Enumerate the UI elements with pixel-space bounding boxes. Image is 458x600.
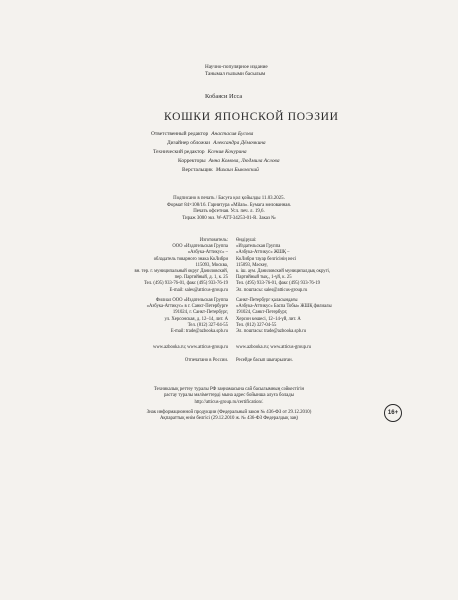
- print-info-line: Печать офсетная. Усл. печ. л. 19,6.: [193, 209, 265, 214]
- credit-row: [167, 139, 266, 148]
- publisher-line: вн. тер. г. муниципальный округ Даниловский,: [134, 269, 228, 275]
- branch-email: E-mail: trade@azbooka.spb.ru: [170, 329, 228, 335]
- credit-name: Ксения Кочурина: [207, 149, 247, 155]
- publisher-line: пер. Партийный, д. 1, к. 25: [174, 275, 228, 281]
- branch-line: Филиал ООО «Издательская Группа: [155, 298, 228, 303]
- branch-line: Тел. (812) 327-04-55: [236, 322, 277, 328]
- publisher-line: Партийный тық., 1-үй, к. 25: [236, 275, 292, 281]
- credit-role: Ответственный редактор: [151, 131, 209, 137]
- publisher-ru: [135, 238, 228, 294]
- print-info-line: Тираж 3000 экз. W-ATT-34253-01-R. Заказ №: [182, 215, 276, 221]
- printed-in-kz: Ресейде басып шығарылған.: [236, 358, 293, 363]
- website-ru: www.azbooka.ru; www.atticus-group.ru: [152, 345, 228, 350]
- credit-name: Анастасия Бусова: [211, 131, 254, 137]
- branch-line: «Азбука-Аттикус» Баспа Тобы» ЖШҚ филиалы: [236, 304, 332, 310]
- print-info-line: Формат 84×108/16. Гарнитура «Milan». Бумага мелованная.: [167, 202, 291, 208]
- certification-info: [0, 387, 458, 406]
- website-kz: www.azbooka.ru; www.atticus-group.ru: [236, 345, 312, 350]
- book-title: КОШКИ ЯПОНСКОЙ ПОЭЗИИ: [164, 111, 339, 123]
- certification-line: Техникалық реттеу туралы РФ заңнамасына сай басылымның сәйкестігін: [153, 387, 305, 392]
- publisher-line: 115093, Мәскеу,: [236, 262, 268, 268]
- author-name: Кобаяси Исса: [205, 93, 243, 100]
- credit-name: Александра Дёмочкина: [213, 140, 266, 146]
- certification-line: растау туралы мәліметтерді мына адрес бойынша алуға болады: [164, 393, 294, 399]
- edition-type-kz: Танымал ғылыми басылым: [205, 70, 266, 77]
- age-rating-badge: 16+: [384, 404, 402, 422]
- credit-role: Верстальщик: [182, 167, 213, 173]
- branch-line: Херсон көшесі, 12–14-үй, лит. А: [236, 316, 301, 322]
- branch-line: Тел. (812) 327-04-55: [187, 322, 228, 328]
- credit-role: Дизайнер обложки: [167, 140, 211, 146]
- publisher-kz: [236, 238, 330, 294]
- branch-line: 191024, Санкт-Петербург,: [236, 310, 288, 316]
- sign-line: Знак информационной продукции (Федеральный закон № 436-ФЗ от 29.12.2010): [146, 410, 312, 415]
- branch-line: «Азбука-Аттикус» в г. Санкт-Петербурге: [146, 304, 228, 310]
- print-info-line: Подписано в печать / Басуға қол қойылды 11.03.2025.: [173, 196, 285, 201]
- branch-email: Эл. поштасы: trade@azbooka.spb.ru: [236, 329, 307, 335]
- publisher-line: «Издательская Группа: [236, 244, 281, 250]
- edition-type: [205, 64, 268, 78]
- credit-name: Анна Комова, Людмила Аслова: [208, 158, 280, 164]
- publisher-email: E-mail: sales@atticus-group.ru: [169, 287, 228, 293]
- print-info: [0, 196, 458, 222]
- credit-row: [178, 157, 280, 166]
- publisher-line: «Азбука-Аттикус» ЖШҚ –: [236, 250, 290, 256]
- publisher-line: Тел. (495) 933-76-01, факс (495) 933-76-19: [236, 281, 321, 287]
- edition-type-ru: Научно-популярное издание: [205, 64, 268, 70]
- branch-line: ул. Херсонская, д. 12–14, лит. А: [164, 316, 228, 322]
- credit-row: [182, 166, 259, 175]
- credit-row: [151, 130, 253, 139]
- publisher-line: Тел. (495) 933-76-01, факс (495) 933-76-19: [143, 281, 228, 287]
- publisher-email: Эл. поштасы: sales@atticus-group.ru: [236, 287, 308, 293]
- printed-in-ru: Отпечатано в России.: [184, 358, 228, 363]
- branch-ru: [147, 298, 228, 335]
- branch-line: Санкт-Петербург қаласындағы: [236, 298, 298, 303]
- publisher-line: к. іш. аум. Даниловский муниципалдық округі,: [236, 269, 330, 275]
- credit-name: Михаил Быковский: [215, 167, 259, 173]
- publisher-line: Өндіруші:: [236, 238, 257, 243]
- branch-line: 191024, г. Санкт-Петербург,: [172, 310, 228, 316]
- publisher-line: «Азбука-Аттикус» –: [187, 250, 228, 256]
- publisher-line: обладатель товарного знака КоЛибри: [153, 256, 228, 262]
- publisher-line: 115093, Москва,: [195, 262, 228, 268]
- publisher-line: Изготовитель:: [199, 238, 228, 243]
- credit-role: Корректоры: [178, 158, 206, 164]
- publisher-line: ООО «Издательская Группа: [172, 244, 228, 250]
- certification-link: http://atticus-group.ru/certification/.: [194, 399, 264, 405]
- sign-line: Ақпараттық өнім белгісі (29.12.2010 ж. № 436-ФЗ Федералдық заң): [159, 416, 299, 422]
- credit-row: [153, 148, 247, 157]
- publisher-line: КоЛибри тауар белгісінің иесі: [236, 256, 297, 262]
- credit-role: Технический редактор: [153, 149, 205, 155]
- branch-kz: [236, 298, 332, 335]
